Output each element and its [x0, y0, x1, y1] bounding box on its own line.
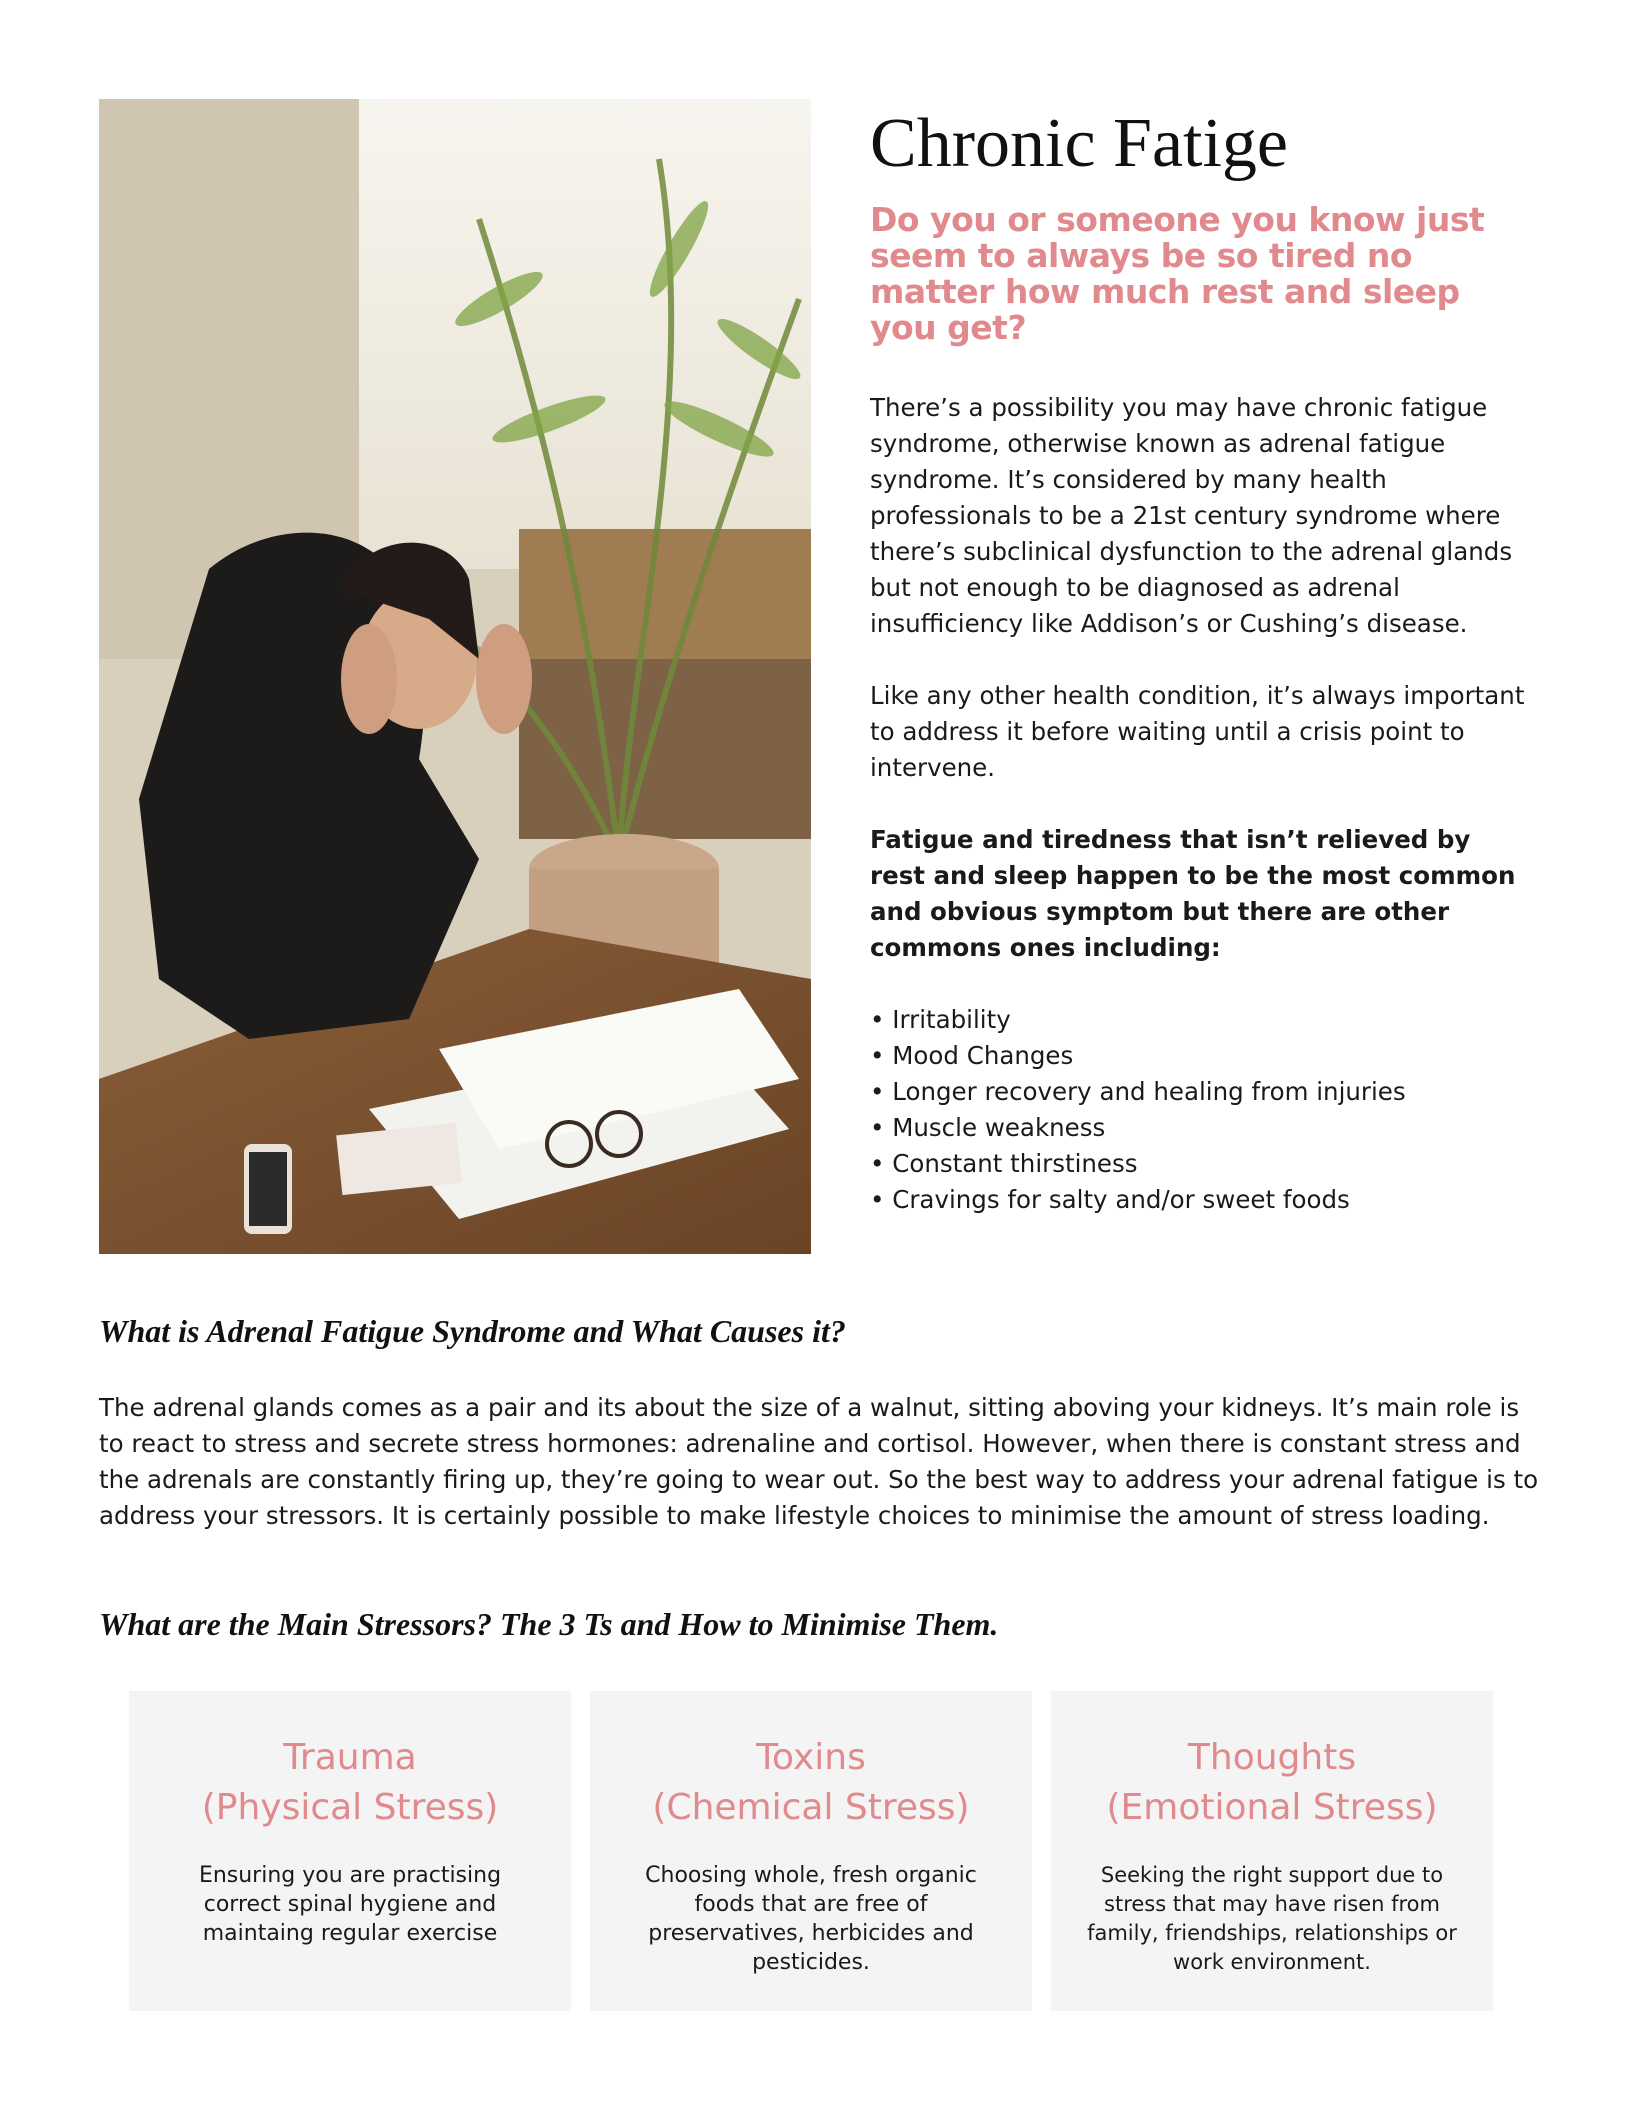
- card-text: Ensuring you are practising correct spinal hygiene and maintaing regular exercise: [198, 1863, 502, 1946]
- intro-column: [870, 104, 1530, 1218]
- card-title-line2: (Physical Stress): [201, 1787, 499, 1828]
- intro-paragraph-3: Fatigue and tiredness that isn’t relieved by rest and sleep happen to be the most common and obvious symptom but there are other commons ones including:: [870, 825, 1516, 962]
- list-item: • Longer recovery and healing from injuries: [870, 1074, 1530, 1110]
- list-item: • Irritability: [870, 1002, 1530, 1038]
- card-title: [129, 1733, 571, 1833]
- section-heading-stressors: What are the Main Stressors? The 3 Ts and How to Minimise Them.: [99, 1606, 999, 1642]
- page-subtitle: Do you or someone you know just seem to always be so tired no matter how much rest and sleep you get?: [870, 200, 1485, 347]
- card-title: [1051, 1733, 1493, 1833]
- card-title: [590, 1733, 1032, 1833]
- stressor-card-thoughts: [1051, 1691, 1493, 2011]
- list-item: • Muscle weakness: [870, 1110, 1530, 1146]
- card-title-line1: Trauma: [283, 1737, 417, 1778]
- page-title: Chronic Fatige: [870, 105, 1288, 182]
- list-item: • Mood Changes: [870, 1038, 1530, 1074]
- stressor-card-toxins: [590, 1691, 1032, 2011]
- intro-paragraph-1: There’s a possibility you may have chronic fatigue syndrome, otherwise known as adrenal fatigue syndrome. It’s considered by many health professionals to be a 21st century syndrome where there’s subclinical dysfunction to the adrenal glands but not enough to be diagnosed as adrenal insufficiency like Addison’s or Cushing’s disease.: [870, 393, 1513, 638]
- card-title-line2: (Chemical Stress): [652, 1787, 970, 1828]
- section-heading-causes: What is Adrenal Fatigue Syndrome and What Causes it?: [99, 1313, 846, 1349]
- list-item: • Constant thirstiness: [870, 1146, 1530, 1182]
- section-paragraph-causes: The adrenal glands comes as a pair and its about the size of a walnut, sitting aboving your kidneys. It’s main role is to react to stress and secrete stress hormones: adrenaline and cortisol. However, when there is constant stress and the adrenals are constantly firing up, they’re going to wear out. So the best way to address your adrenal fatigue is to address your stressors. It is certainly possible to make lifestyle choices to minimise the amount of stress loading.: [99, 1393, 1539, 1530]
- card-title-line1: Thoughts: [1187, 1737, 1357, 1778]
- card-title-line2: (Emotional Stress): [1106, 1787, 1438, 1828]
- intro-paragraph-2: Like any other health condition, it’s always important to address it before waiting until a crisis point to intervene.: [870, 681, 1525, 782]
- hero-photo: [99, 99, 811, 1254]
- card-text: Choosing whole, fresh organic foods that are free of preservatives, herbicides and pesticides.: [645, 1863, 977, 1975]
- photo-illustration: [99, 99, 811, 1254]
- list-item: • Cravings for salty and/or sweet foods: [870, 1182, 1530, 1218]
- card-text: Seeking the right support due to stress that may have risen from family, friendships, relationships or work environment.: [1087, 1863, 1457, 1974]
- card-title-line1: Toxins: [756, 1737, 866, 1778]
- stressor-card-trauma: [129, 1691, 571, 2011]
- symptom-list: [870, 1002, 1530, 1218]
